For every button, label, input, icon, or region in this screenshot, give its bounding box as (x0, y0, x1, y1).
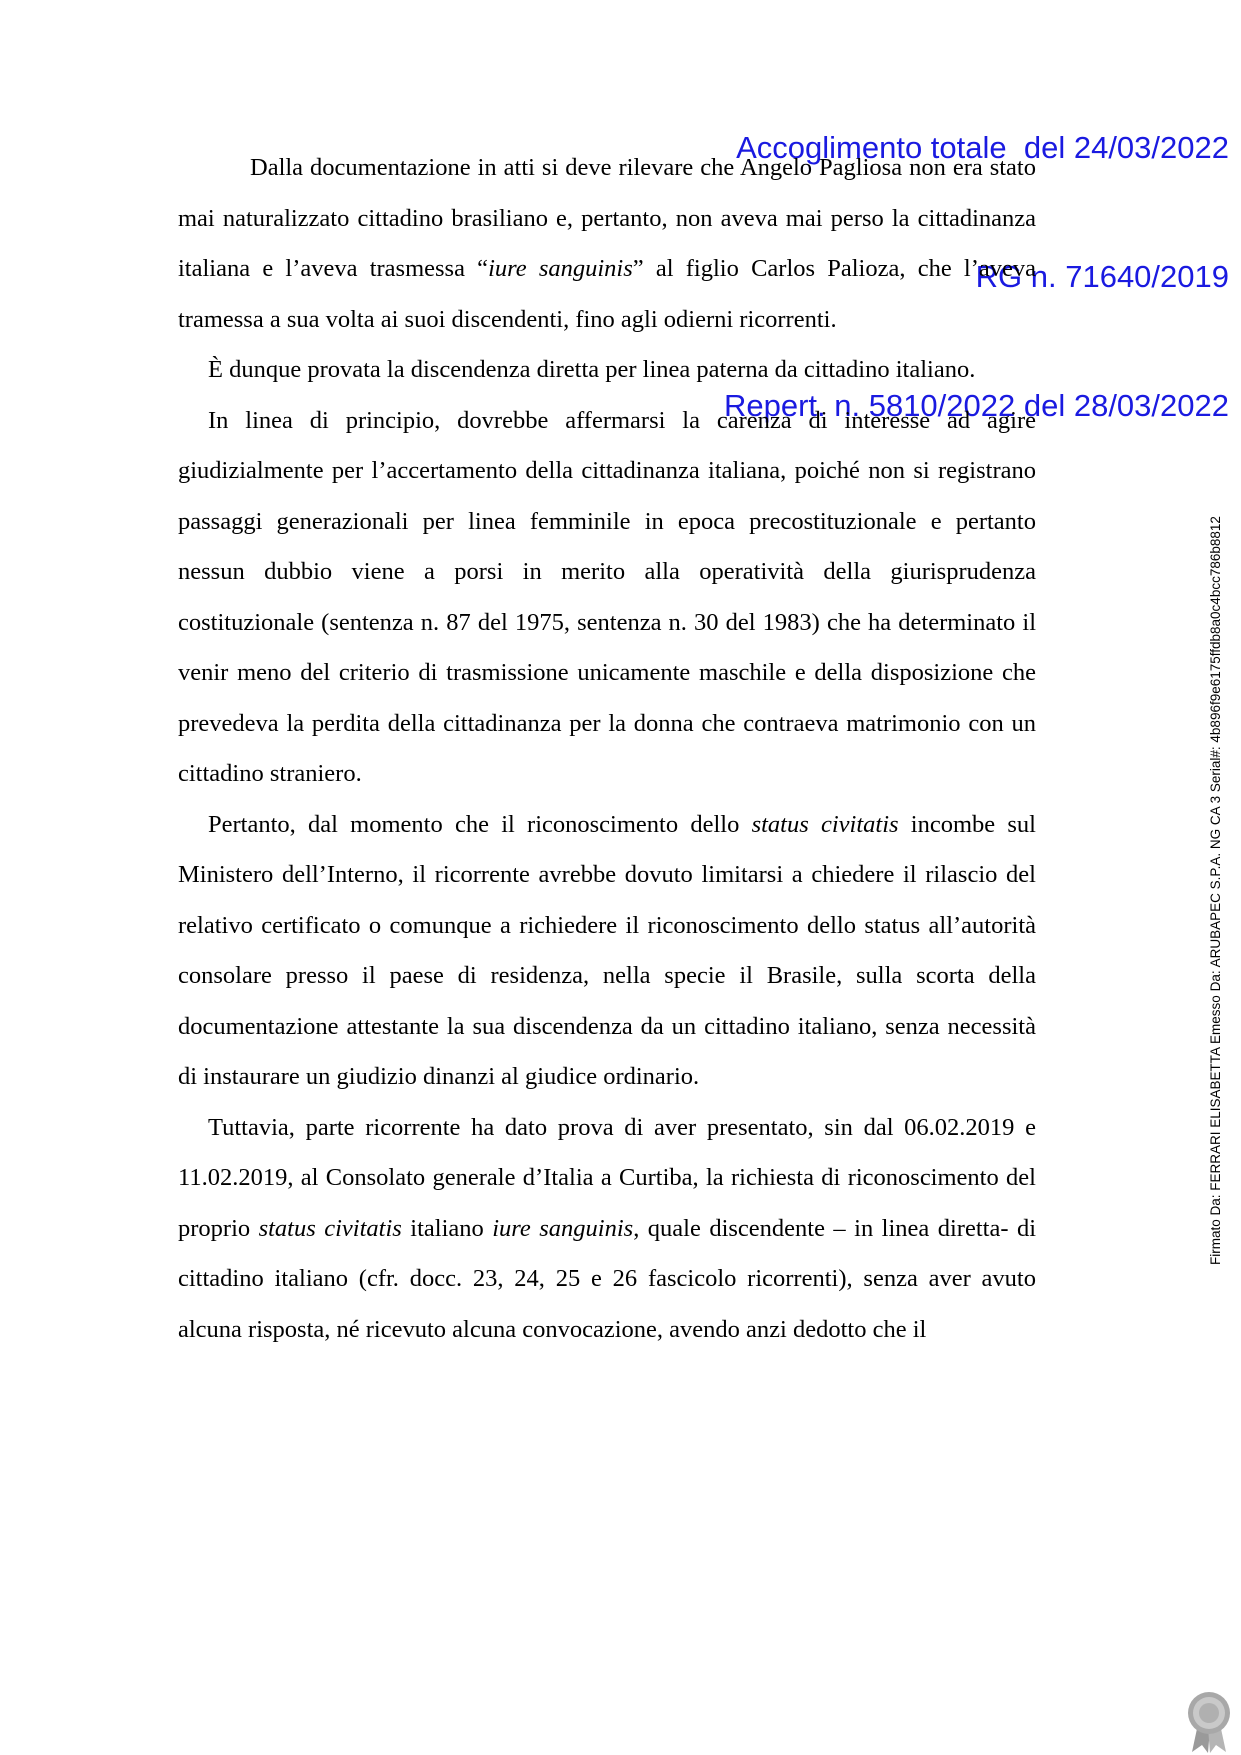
paragraph-4: Pertanto, dal momento che il riconoscimento dello status civitatis incombe sul Ministero dell’Interno, il ricorrente avrebbe dovuto limitarsi a chiedere il rilascio del relativo certificato o comunque a richiedere il riconoscimento dello status all’autorità consolare presso il paese di residenza, nella specie il Brasile, sulla scorta della documentazione attestante la sua discendenza da un cittadino italiano, senza necessità di instaurare un giudizio dinanzi al giudice ordinario. (178, 810, 1036, 1090)
header-repertorio-number: Repert. n. 5810/2022 del 28/03/2022 (723, 388, 1229, 423)
seal-icon (1184, 1690, 1234, 1754)
paragraph-3: In linea di principio, dovrebbe affermarsi la carenza di interesse ad agire giudizialmente per l’accertamento della cittadinanza italiana, poiché non si registrano passaggi generazionali per linea femminile in epoca precostituzionale e pertanto nessun dubbio viene a porsi in merito alla operatività della giurisprudenza costituzionale (sentenza n. 87 del 1975, sentenza n. 30 del 1983) che ha determinato il venir meno del criterio di trasmissione unicamente maschile e della disposizione che prevedeva la perdita della cittadinanza per la donna che contraeva matrimonio con un cittadino straniero. (178, 406, 1036, 787)
header-outcome-date: Accoglimento totale del 24/03/2022 (736, 130, 1229, 165)
paragraph-1: Dalla documentazione in atti si deve rilevare che Angelo Pagliosa non era stato mai naturalizzato cittadino brasiliano e, pertanto, non aveva mai perso la cittadinanza italiana e l’aveva trasmessa “iure sanguinis” al figlio Carlos Palioza, che l’aveva tramessa a sua volta ai suoi discendenti, fino agli odierni ricorrenti. (178, 154, 1037, 333)
document-body (178, 143, 1036, 1355)
header-rg-number: RG n. 71640/2019 (975, 259, 1229, 294)
digital-signature-info: Firmato Da: FERRARI ELISABETTA Emesso Da: ARUBAPEC S.P.A. NG CA 3 Serial#: 4b896f9e6175ffdb8a0c4bcc786b8812 (1208, 516, 1223, 1265)
paragraph-5: Tuttavia, parte ricorrente ha dato prova di aver presentato, sin dal 06.02.2019 e 11.02.2019, al Consolato generale d’Italia a Curtiba, la richiesta di riconoscimento del proprio status civitatis italiano iure sanguinis, quale discendente – in linea diretta- di cittadino italiano (cfr. docc. 23, 24, 25 e 26 fascicolo ricorrenti), senza aver avuto alcuna risposta, né ricevuto alcuna convocazione, avendo anzi dedotto che il (178, 1113, 1037, 1343)
paragraph-2: È dunque provata la discendenza diretta per linea paterna da cittadino italiano. (208, 356, 976, 383)
